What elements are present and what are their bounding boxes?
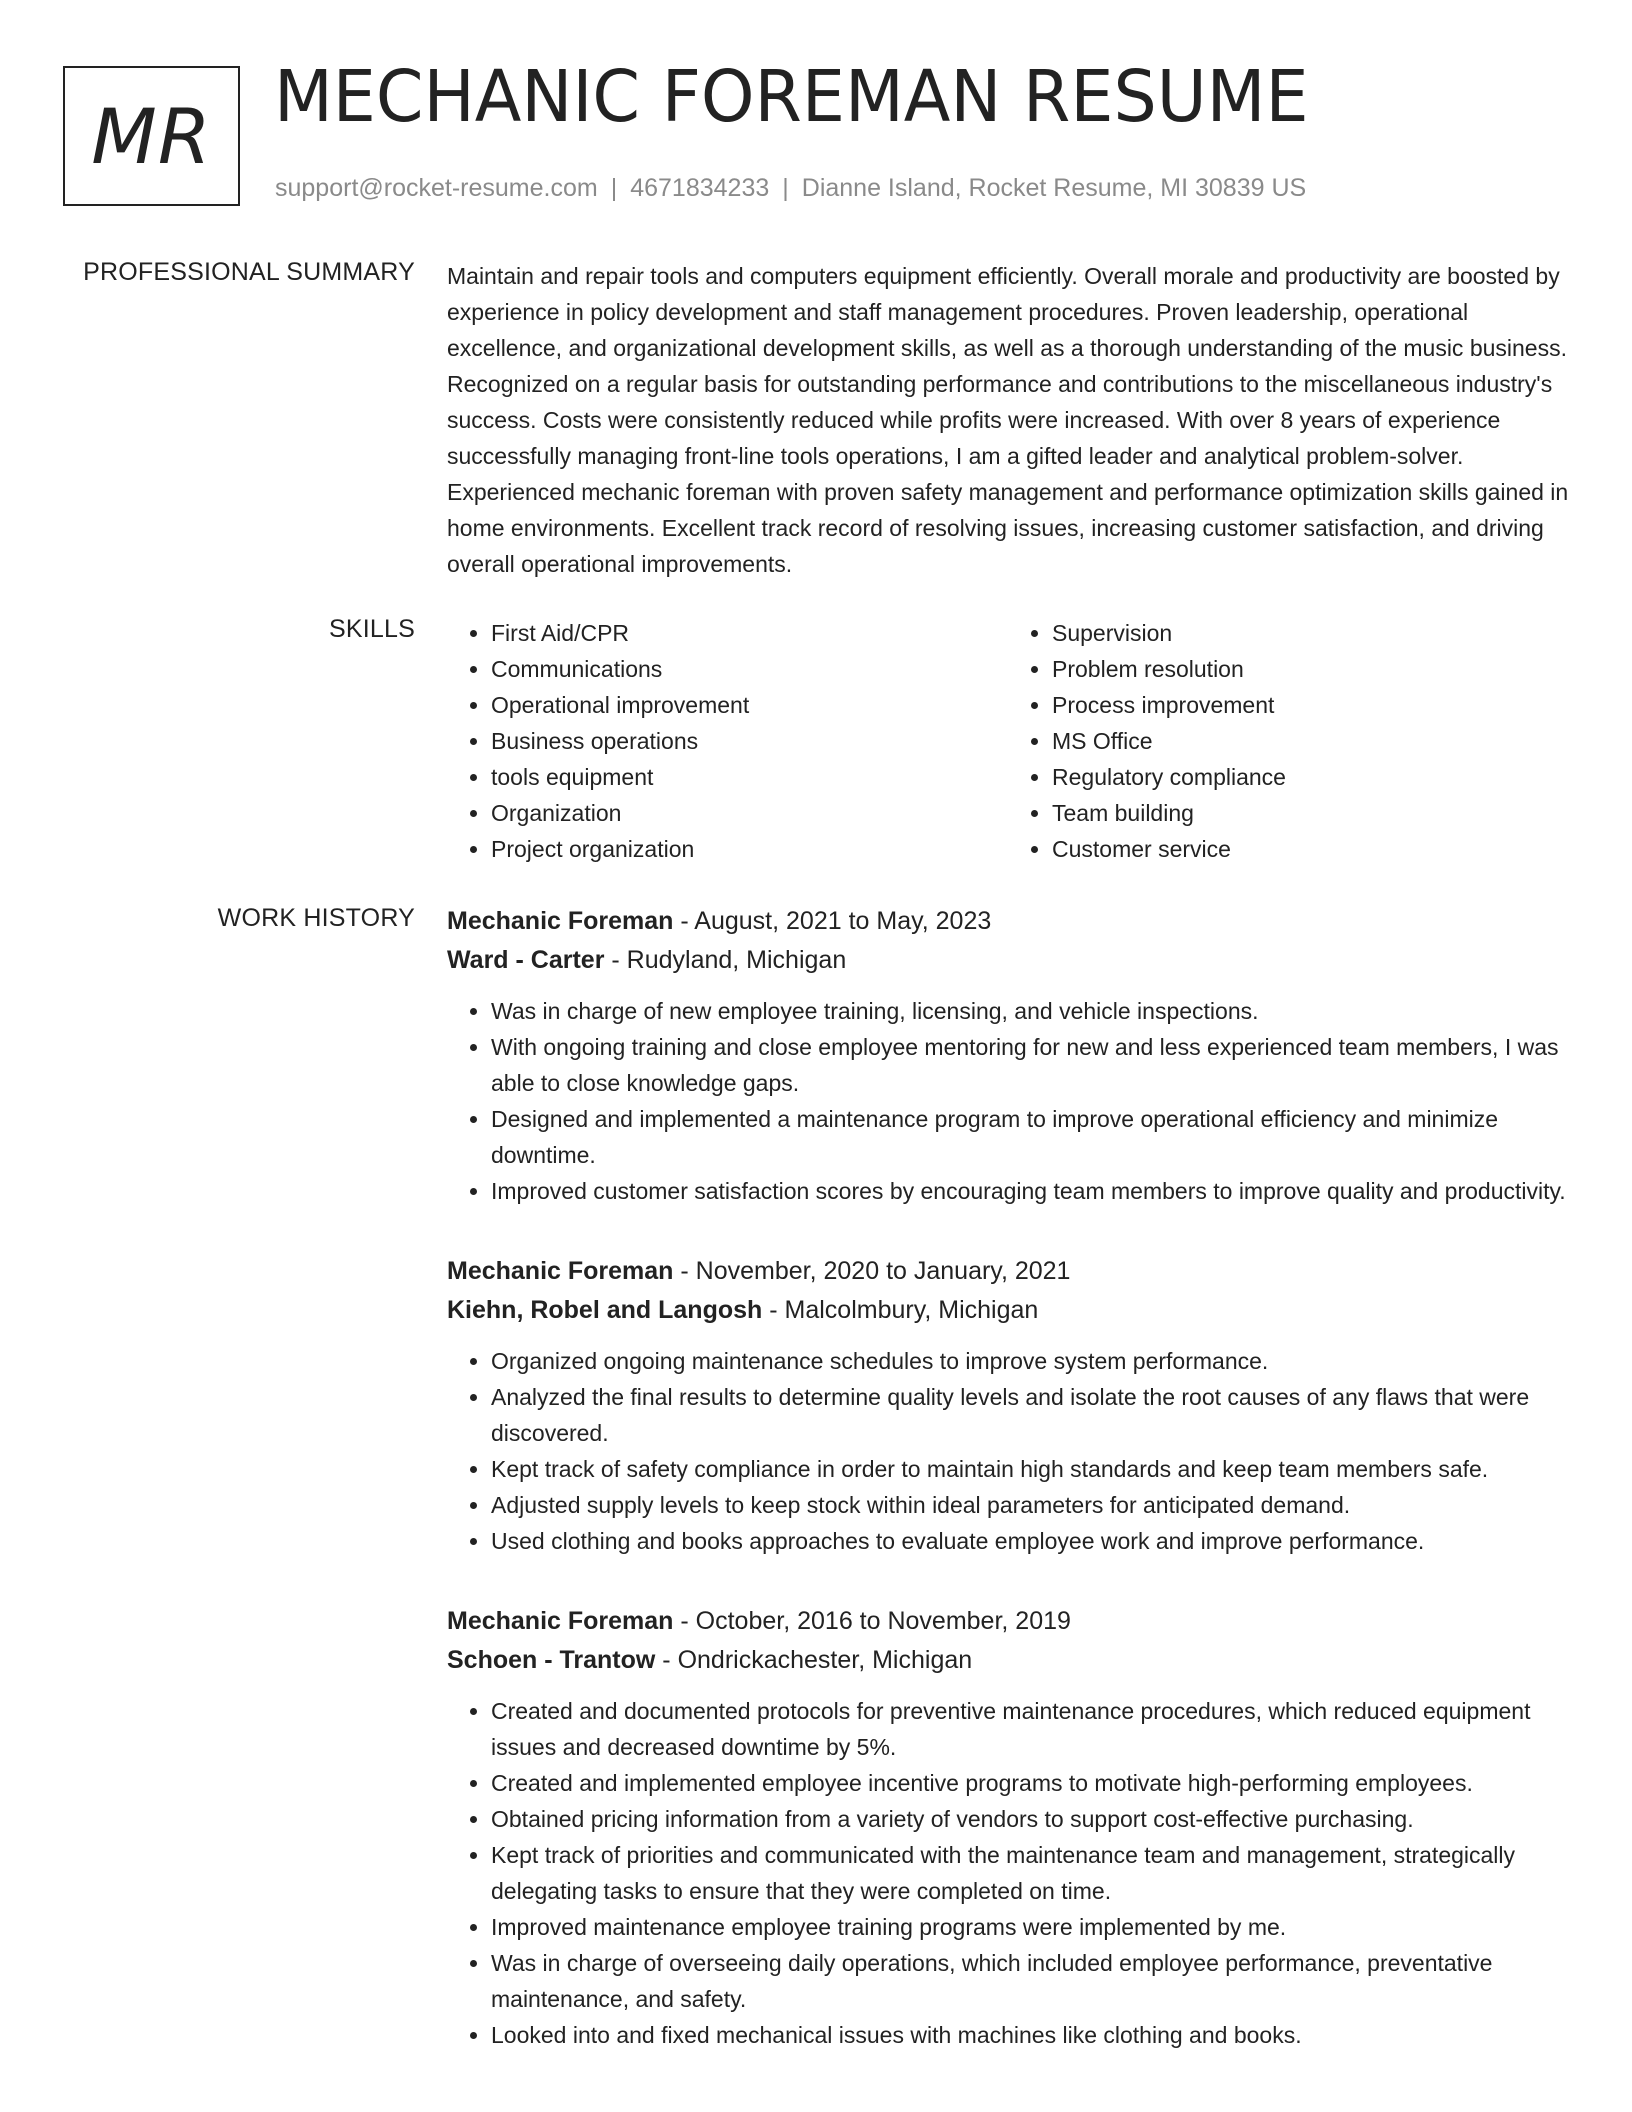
job-bullet: • Looked into and fixed mechanical issues with machines like clothing and books.	[491, 2017, 1569, 2053]
job-bullet: • Organized ongoing maintenance schedules to improve system performance.	[491, 1343, 1569, 1379]
work-history-section	[447, 901, 1569, 2095]
job-title: Mechanic Foreman	[447, 1257, 674, 1285]
resume-title: MECHANIC FOREMAN RESUME	[274, 55, 1309, 138]
job-title: Mechanic Foreman	[447, 907, 674, 935]
summary-text: Maintain and repair tools and computers equipment efficiently. Overall morale and productivity are boosted by experience in policy development and staff management procedures. Proven leadership, operational excellence, and organizational development skills, as well as a thorough understanding of the music business. Recognized on a regular basis for outstanding performance and contributions to the miscellaneous industry's success. Costs were consistently reduced while profits were increased. With over 8 years of experience successfully managing front-line tools operations, I am a gifted leader and analytical problem-solver. Experienced mechanic foreman with proven safety management and performance optimization skills gained in home environments. Excellent track record of resolving issues, increasing customer satisfaction, and driving overall operational improvements.	[447, 263, 1569, 577]
job-employer-line	[447, 1291, 1569, 1329]
job-location: - Ondrickachester, Michigan	[655, 1646, 973, 1674]
job-location: - Malcolmbury, Michigan	[762, 1296, 1039, 1324]
skill-item: • Regulatory compliance	[1052, 759, 1569, 795]
contact-separator: |	[782, 174, 789, 202]
job-bullet: • Kept track of priorities and communicated with the maintenance team and management, strategically delegating tasks to ensure that they were completed on time.	[491, 1837, 1569, 1909]
monogram-initials: MR	[91, 91, 212, 181]
job-bullet: • With ongoing training and close employee mentoring for new and less experienced team members, I was able to close knowledge gaps.	[491, 1029, 1569, 1101]
section-label-summary: PROFESSIONAL SUMMARY	[83, 258, 415, 286]
skill-item: • MS Office	[1052, 723, 1569, 759]
job-bullet: • Kept track of safety compliance in order to maintain high standards and keep team members safe.	[491, 1451, 1569, 1487]
job-employer: Schoen - Trantow	[447, 1646, 656, 1674]
job-bullet: • Improved customer satisfaction scores by encouraging team members to improve quality and productivity.	[491, 1173, 1569, 1209]
job-entry	[447, 1251, 1569, 1559]
contact-phone[interactable]: 4671834233	[630, 174, 770, 202]
job-bullets	[447, 1693, 1569, 2053]
job-entry	[447, 901, 1569, 1209]
skill-item: • Communications	[491, 651, 1008, 687]
skill-item: • Team building	[1052, 795, 1569, 831]
job-dates: - November, 2020 to January, 2021	[673, 1257, 1071, 1285]
summary-section	[447, 258, 1569, 582]
job-employer-line	[447, 1641, 1569, 1679]
skills-list-left	[447, 615, 1008, 867]
job-bullet: • Was in charge of overseeing daily operations, which included employee performance, preventative maintenance, and safety.	[491, 1945, 1569, 2017]
job-dates: - October, 2016 to November, 2019	[673, 1607, 1071, 1635]
monogram-box	[63, 66, 240, 206]
job-title-line	[447, 1601, 1569, 1641]
skills-section	[447, 615, 1569, 867]
job-bullet: • Analyzed the final results to determine quality levels and isolate the root causes of any flaws that were discovered.	[491, 1379, 1569, 1451]
section-label-work-history: WORK HISTORY	[217, 904, 415, 932]
skill-item: • Supervision	[1052, 615, 1569, 651]
skills-list-right	[1008, 615, 1569, 867]
skill-item: • Process improvement	[1052, 687, 1569, 723]
job-bullets	[447, 993, 1569, 1209]
job-bullet: • Was in charge of new employee training, licensing, and vehicle inspections.	[491, 993, 1569, 1029]
skill-item: • tools equipment	[491, 759, 1008, 795]
job-dates: - August, 2021 to May, 2023	[673, 907, 992, 935]
skills-grid	[447, 615, 1569, 867]
job-entry	[447, 1601, 1569, 2053]
job-bullet: • Improved maintenance employee training programs were implemented by me.	[491, 1909, 1569, 1945]
job-bullet: • Obtained pricing information from a variety of vendors to support cost-effective purchasing.	[491, 1801, 1569, 1837]
section-label-skills: SKILLS	[329, 615, 415, 643]
skill-item: • Project organization	[491, 831, 1008, 867]
job-employer: Kiehn, Robel and Langosh	[447, 1296, 763, 1324]
skill-item: • Business operations	[491, 723, 1008, 759]
job-bullet: • Designed and implemented a maintenance program to improve operational efficiency and minimize downtime.	[491, 1101, 1569, 1173]
job-employer-line	[447, 941, 1569, 979]
skill-item: • Operational improvement	[491, 687, 1008, 723]
job-bullets	[447, 1343, 1569, 1559]
job-title: Mechanic Foreman	[447, 1607, 674, 1635]
job-employer: Ward - Carter	[447, 946, 605, 974]
skill-item: • Customer service	[1052, 831, 1569, 867]
job-location: - Rudyland, Michigan	[604, 946, 847, 974]
job-bullet: • Adjusted supply levels to keep stock within ideal parameters for anticipated demand.	[491, 1487, 1569, 1523]
job-title-line	[447, 1251, 1569, 1291]
contact-address: Dianne Island, Rocket Resume, MI 30839 US	[801, 174, 1307, 202]
skill-item: • Organization	[491, 795, 1008, 831]
contact-separator: |	[610, 174, 618, 202]
job-bullet: • Used clothing and books approaches to evaluate employee work and improve performance.	[491, 1523, 1569, 1559]
skill-item: • First Aid/CPR	[491, 615, 1008, 651]
job-bullet: • Created and implemented employee incentive programs to motivate high-performing employees.	[491, 1765, 1569, 1801]
job-bullet: • Created and documented protocols for preventive maintenance procedures, which reduced equipment issues and decreased downtime by 5%.	[491, 1693, 1569, 1765]
contact-email[interactable]: support@rocket-resume.com	[275, 174, 598, 202]
contact-line	[275, 174, 1306, 203]
job-title-line	[447, 901, 1569, 941]
skill-item: • Problem resolution	[1052, 651, 1569, 687]
